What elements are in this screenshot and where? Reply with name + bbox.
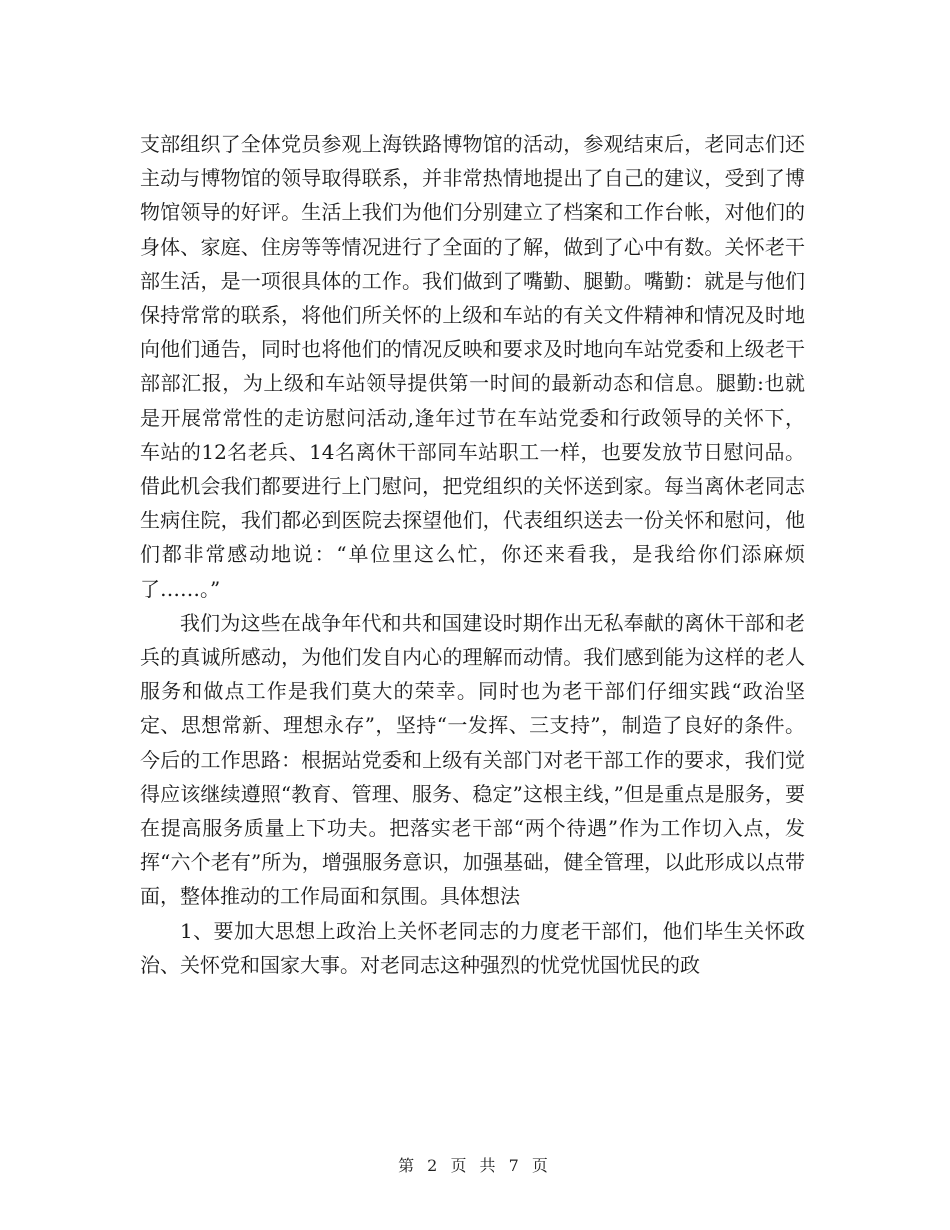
document-body [140, 127, 805, 982]
paragraph-2: 我们为这些在战争年代和共和国建设时期作出无私奉献的离休干部和老兵的真诚所感动，为他们发自内心的理解而动情。我们感到能为这样的老人服务和做点工作是我们莫大的荣幸。同时也为老干部们仔细实践“政治坚定、思想常新、理想永存”，坚持“一发挥、三支持”，制造了良好的条件。今后的工作思路：根据站党委和上级有关部门对老干部工作的要求，我们觉得应该继续遵照“教育、管理、服务、稳定”这根主线，”但是重点是服务，要在提高服务质量上下功夫。把落实老干部“两个待遇”作为工作切入点，发挥“六个老有”所为，增强服务意识，加强基础，健全管理，以此形成以点带面，整体推动的工作局面和氛围。具体想法 [140, 610, 805, 909]
paragraph-1: 支部组织了全体党员参观上海铁路博物馆的活动，参观结束后，老同志们还主动与博物馆的领导取得联系，并非常热情地提出了自己的建议，受到了博物馆领导的好评。生活上我们为他们分别建立了档案和工作台帐，对他们的身体、家庭、住房等等情况进行了全面的了解，做到了心中有数。关怀老干部生活，是一项很具体的工作。我们做到了嘴勤、腿勤。嘴勤：就是与他们保持常常的联系，将他们所关怀的上级和车站的有关文件精神和情况及时地向他们通告，同时也将他们的情况反映和要求及时地向车站党委和上级老干部部汇报，为上级和车站领导提供第一时间的最新动态和信息。腿勤:也就是开展常常性的走访慰问活动,逢年过节在车站党委和行政领导的关怀下，车站的12名老兵、14名离休干部同车站职工一样，也要发放节日慰问品。借此机会我们都要进行上门慰问，把党组织的关怀送到家。每当离休老同志生病住院，我们都必到医院去探望他们，代表组织送去一份关怀和慰问，他们都非常感动地说：“单位里这么忙，你还来看我，是我给你们添麻烦了……。” [140, 132, 805, 601]
page-footer: 第 2 页 共 7 页 [398, 1156, 552, 1175]
paragraph-3: 1、要加大思想上政治上关怀老同志的力度老干部们，他们毕生关怀政治、关怀党和国家大事。对老同志这种强烈的忧党忧国忧民的政 [140, 918, 805, 977]
